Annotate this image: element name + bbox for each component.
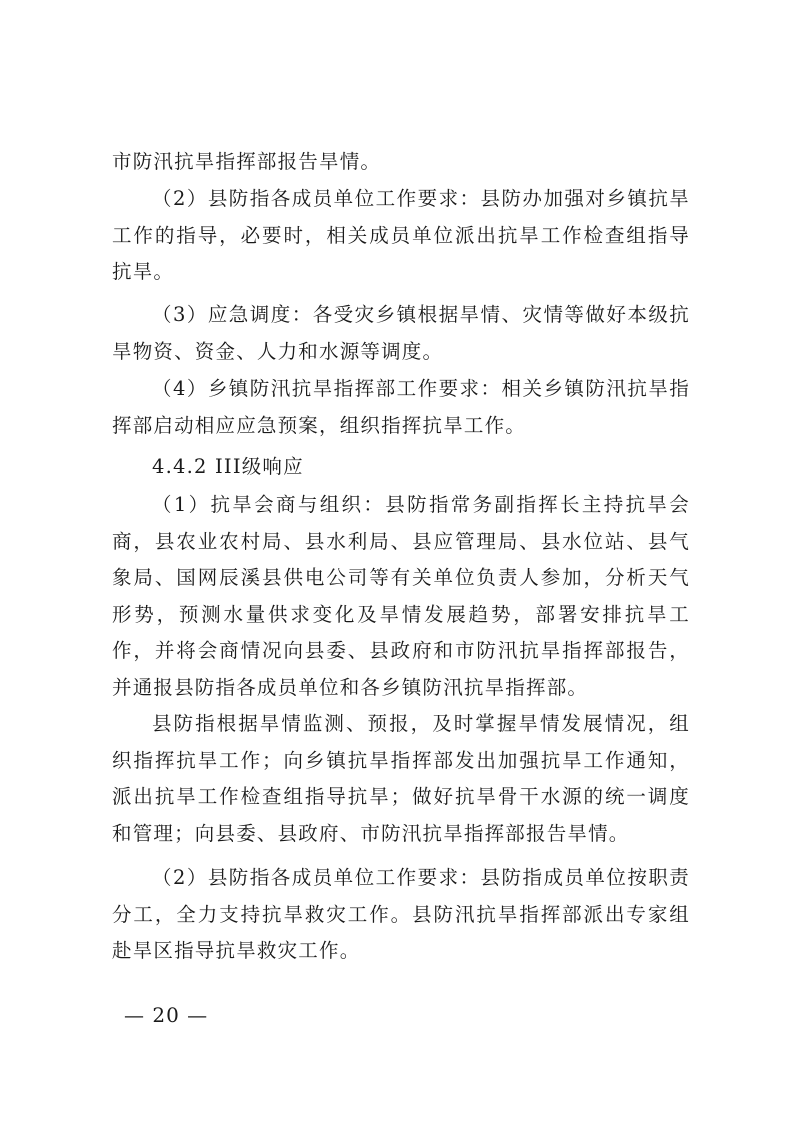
paragraph-township-requirements: （4）乡镇防汛抗旱指挥部工作要求：相关乡镇防汛抗旱指挥部启动相应应急预案，组织指挥抗旱工作。 (112, 377, 690, 437)
paragraph-continuation: 市防汛抗旱指挥部报告旱情。 (112, 150, 382, 173)
page-number: — 20 — (124, 1003, 209, 1027)
paragraph-member-units-duties: （2）县防指各成员单位工作要求：县防指成员单位按职责分工，全力支持抗旱救灾工作。县防汛抗旱指挥部派出专家组赴旱区指导抗旱救灾工作。 (112, 866, 690, 963)
paragraph-member-units-requirements: （2）县防指各成员单位工作要求：县防办加强对乡镇抗旱工作的指导，必要时，相关成员单位派出抗旱工作检查组指导抗旱。 (112, 187, 690, 284)
section-heading-level-3-response: 4.4.2 III级响应 (152, 455, 304, 478)
paragraph-drought-monitoring: 县防指根据旱情监测、预报，及时掌握旱情发展情况，组织指挥抗旱工作；向乡镇抗旱指挥部发出加强抗旱工作通知，派出抗旱工作检查组指导抗旱；做好抗旱骨干水源的统一调度和管理；向县委、县政府、市防汛抗旱指挥部报告旱情。 (112, 712, 690, 845)
paragraph-consultation-organization: （1）抗旱会商与组织：县防指常务副指挥长主持抗旱会商，县农业农村局、县水利局、县应管理局、县水位站、县气象局、国网辰溪县供电公司等有关单位负责人参加，分析天气形势，预测水量供求变化及旱情发展趋势，部署安排抗旱工作，并将会商情况向县委、县政府和市防汛抗旱指挥部报告，并通报县防指各成员单位和各乡镇防汛抗旱指挥部。 (112, 493, 690, 699)
paragraph-emergency-dispatch: （3）应急调度：各受灾乡镇根据旱情、灾情等做好本级抗旱物资、资金、人力和水源等调度。 (112, 303, 690, 363)
